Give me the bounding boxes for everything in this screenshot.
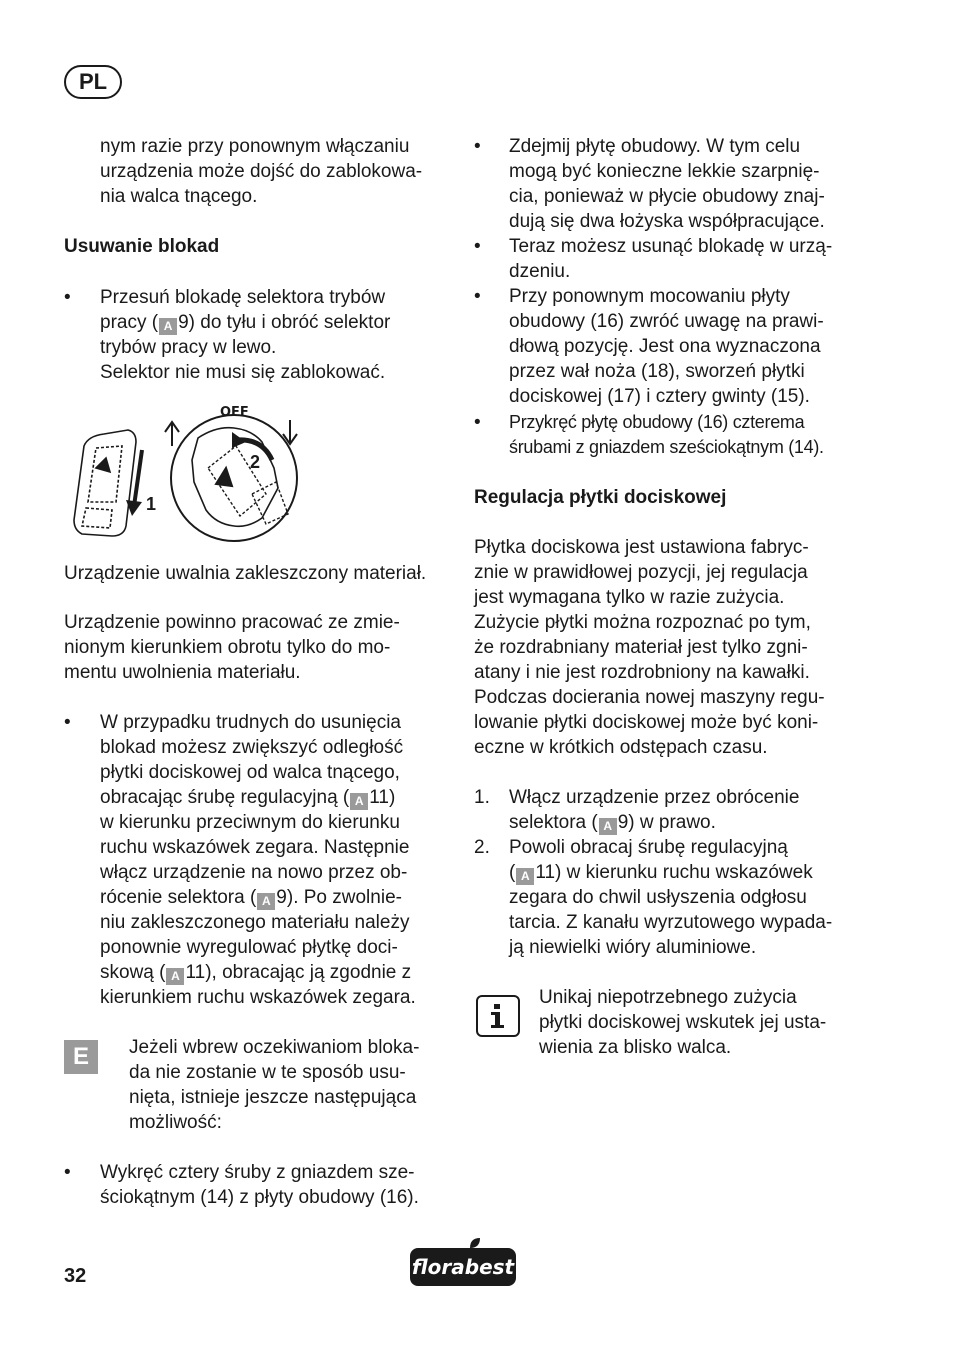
bullet-marker: • xyxy=(64,287,71,308)
bullet-marker: • xyxy=(474,236,481,257)
text-line: nięta, istnieje jeszcze następująca xyxy=(129,1087,417,1108)
text-line: Płytka dociskowa jest ustawiona fabryc- xyxy=(474,537,809,558)
text-line: Przesuń blokadę selektora trybów xyxy=(100,287,386,308)
slider-body xyxy=(74,430,136,536)
selector-rotation-figure xyxy=(66,398,316,548)
text-line: jest wymagana tylko w razie zużycia. xyxy=(474,587,785,608)
language-badge: PL xyxy=(64,65,122,99)
pressure-plate-paragraph xyxy=(474,535,825,760)
text-line: urządzenia może dojść do zablokowa- xyxy=(100,161,423,182)
text-line: nionym kierunkiem obrotu tylko do mo- xyxy=(64,637,391,658)
text-line: nym razie przy ponownym włączaniu xyxy=(100,136,410,157)
step-2-turn-screw xyxy=(509,835,832,960)
bullet-unscrew xyxy=(100,1160,419,1210)
text-line: obracając śrubę regulacyjną ( A 11) xyxy=(100,787,396,808)
text-line: przez wał noża (18), sworzeń płytki xyxy=(509,361,805,382)
text-line: Wykręć cztery śruby z gniazdem sze- xyxy=(100,1162,415,1183)
text-line: ją niewielki wióry aluminiowe. xyxy=(509,937,757,958)
text-line: rócenie selektora ( A 9). Po zwolnie- xyxy=(100,887,402,908)
text-line: płytki dociskowej od walca tnącego, xyxy=(100,762,400,783)
figure-a-ref: A xyxy=(166,968,184,985)
step-number: 2. xyxy=(474,837,490,858)
text-line: Przy ponownym mocowaniu płyty xyxy=(509,286,790,307)
heading-regulacja: Regulacja płytki dociskowej xyxy=(474,487,727,508)
text-line: atany i nie jest rozdrobniony na kawałki. xyxy=(474,662,810,683)
intro-paragraph xyxy=(100,134,422,209)
text-line: dzeniu. xyxy=(509,261,571,282)
text-line: możliwość: xyxy=(129,1112,222,1133)
text-line: dociskowej (17) i cztery gwinty (15). xyxy=(509,386,810,407)
text-line: Selektor nie musi się zablokować. xyxy=(100,362,386,383)
figure-a-ref: A xyxy=(350,793,368,810)
text-line: że rozdrabniany materiał jest tylko zgni- xyxy=(474,637,808,658)
text-line: nia walca tnącego. xyxy=(100,186,258,207)
text-line: płytki dociskowej wskutek jej usta- xyxy=(539,1012,827,1033)
figure-a-ref: A xyxy=(516,868,534,885)
text-line: Podczas docierania nowej maszyny regu- xyxy=(474,687,825,708)
heading-usuwanie-blokad: Usuwanie blokad xyxy=(64,236,220,257)
text-line: Przykręć płytę obudowy (16) czterema xyxy=(509,412,805,432)
text-line: mogą być konieczne lekkie szarpnię- xyxy=(509,161,820,182)
bullet-marker: • xyxy=(474,286,481,307)
text-line: Unikaj niepotrzebnego zużycia xyxy=(539,987,797,1008)
step-1-label: 1 xyxy=(146,494,157,514)
text-line: blokad możesz zwiększyć odległość xyxy=(100,737,404,758)
text-line: Teraz możesz usunąć blokadę w urzą- xyxy=(509,236,833,257)
bullet-remove-plate xyxy=(509,134,825,234)
bullet-marker: • xyxy=(64,712,71,733)
bullet-marker: • xyxy=(474,412,481,433)
rotation-paragraph xyxy=(64,610,400,685)
bullet-remount-plate xyxy=(509,284,824,409)
text-line: wienia za blisko walca. xyxy=(539,1037,732,1058)
text-line: cia, ponieważ w płycie obudowy znaj- xyxy=(509,186,825,207)
release-paragraph: Urządzenie uwalnia zakleszczony materiał. xyxy=(64,563,427,584)
text-line: pracy ( A 9) do tyłu i obróć selektor xyxy=(100,312,391,333)
bullet-difficult-blockages xyxy=(100,710,416,1010)
text-line: śrubami z gniazdem sześciokątnym (14). xyxy=(509,437,824,457)
off-label: OFF xyxy=(220,405,249,420)
text-line: znie w prawidłowej pozycji, jej regulacja xyxy=(474,562,808,583)
text-line: Zużycie płytki można rozpoznać po tym, xyxy=(474,612,811,633)
bullet-remove-blockage xyxy=(509,234,832,284)
text-line: ( A 11) w kierunku ruchu wskazówek xyxy=(509,862,813,883)
step-1-switch-on xyxy=(509,785,799,835)
step-2-label: 2 xyxy=(250,452,261,472)
text-line: Powoli obracaj śrubę regulacyjną xyxy=(509,837,788,858)
e-note xyxy=(129,1035,419,1135)
text-line: ruchu wskazówek zegara. Następnie xyxy=(100,837,410,858)
text-line: W przypadku trudnych do usunięcia xyxy=(100,712,401,733)
text-line: Włącz urządzenie przez obrócenie xyxy=(509,787,800,808)
text-line: niu zakleszczonego materiału należy xyxy=(100,912,410,933)
bullet-screw-plate xyxy=(509,410,824,460)
bullet-marker: • xyxy=(474,136,481,157)
figure-a-ref: A xyxy=(257,893,275,910)
text-line: dłową pozycję. Jest ona wyznaczona xyxy=(509,336,821,357)
note-e-badge: E xyxy=(64,1040,98,1074)
figure-a-ref: A xyxy=(599,818,617,835)
text-line: selektora ( A 9) w prawo. xyxy=(509,812,716,833)
text-line: tarcia. Z kanału wyrzutowego wypada- xyxy=(509,912,833,933)
page-number: 32 xyxy=(64,1265,87,1287)
text-line: włącz urządzenie na nowo przez ob- xyxy=(100,862,408,883)
text-line: lowanie płytki dociskowej może być koni- xyxy=(474,712,819,733)
figure-a-ref: A xyxy=(159,318,177,335)
text-line: ściokątnym (14) z płyty obudowy (16). xyxy=(100,1187,419,1208)
text-line: eczne w krótkich odstępach czasu. xyxy=(474,737,768,758)
text-line: mentu uwolnienia materiału. xyxy=(64,662,301,683)
text-line: dują się dwa łożyska współpracujące. xyxy=(509,211,825,232)
text-line: Urządzenie powinno pracować ze zmie- xyxy=(64,612,400,633)
text-line: Zdejmij płytę obudowy. W tym celu xyxy=(509,136,801,157)
text-line: zegara do chwil usłyszenia odgłosu xyxy=(509,887,807,908)
bullet-move-selector xyxy=(100,285,390,385)
text-line: kierunkiem ruchu wskazówek zegara. xyxy=(100,987,416,1008)
step-number: 1. xyxy=(474,787,490,808)
text-line: da nie zostanie w te sposób usu- xyxy=(129,1062,406,1083)
bullet-marker: • xyxy=(64,1162,71,1183)
info-note xyxy=(539,985,826,1060)
text-line: skową ( A 11), obracając ją zgodnie z xyxy=(100,962,412,983)
text-line: Jeżeli wbrew oczekiwaniom bloka- xyxy=(129,1037,420,1058)
brand-logo: florabest xyxy=(410,1248,516,1286)
info-icon xyxy=(476,995,520,1037)
text-line: trybów pracy w lewo. xyxy=(100,337,277,358)
text-line: w kierunku przeciwnym do kierunku xyxy=(100,812,400,833)
text-line: ponownie wyregulować płytkę doci- xyxy=(100,937,398,958)
text-line: obudowy (16) zwróć uwagę na prawi- xyxy=(509,311,824,332)
arrow-down-icon xyxy=(134,450,142,506)
